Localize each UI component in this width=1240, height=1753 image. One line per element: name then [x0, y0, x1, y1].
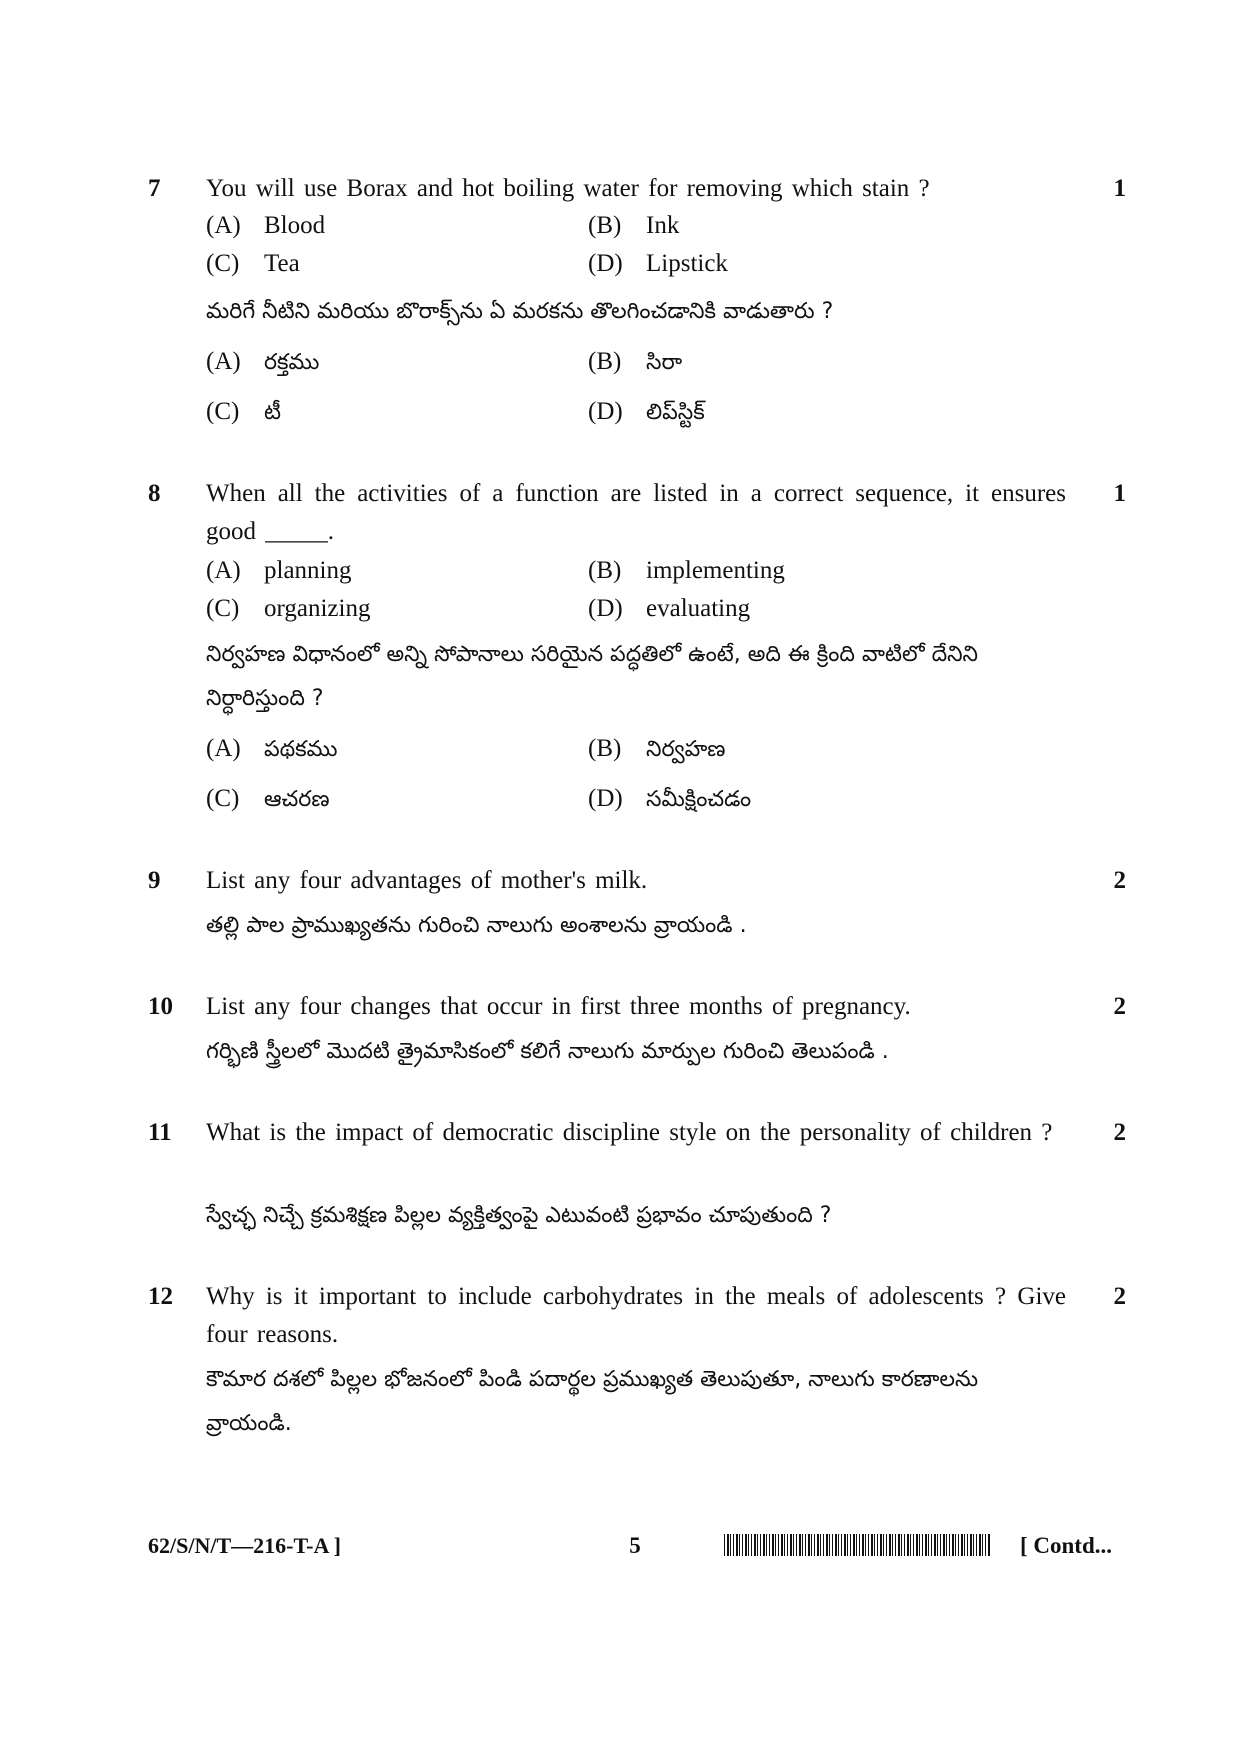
- option-label: (D): [588, 250, 623, 277]
- option-label: (B): [588, 735, 622, 762]
- option-d: [588, 245, 728, 283]
- question-text-telugu: నిర్వహణ విధానంలో అన్ని సోపానాలు సరియైన పద్ధతిలో ఉంటే, అది ఈ క్రింది వాటిలో దేనిని నిర్ధారిస్తుంది ?: [206, 642, 978, 711]
- option-text: నిర్వహణ: [646, 737, 726, 762]
- option-text: Lipstick: [646, 250, 728, 277]
- option-c: [206, 590, 370, 628]
- option-text: ఆచరణ: [264, 787, 330, 812]
- telugu-option-d: [588, 780, 751, 819]
- question-marks: 2: [1113, 867, 1126, 894]
- option-c: [206, 245, 300, 283]
- option-a: [206, 207, 325, 245]
- question-number: 8: [148, 480, 161, 507]
- page-footer: [0, 1526, 1240, 1566]
- question-text: You will use Borax and hot boiling water for removing which stain ?: [206, 175, 930, 202]
- question-marks: 2: [1113, 1119, 1126, 1146]
- option-a: [206, 552, 352, 590]
- option-label: (D): [588, 595, 623, 622]
- question-number: 9: [148, 867, 161, 894]
- option-text: సమీక్షించడం: [646, 787, 752, 812]
- option-text: organizing: [264, 595, 371, 622]
- question-number: 11: [148, 1119, 172, 1146]
- question-text: List any four changes that occur in first three months of pregnancy.: [206, 993, 911, 1020]
- option-text: రక్తము: [264, 350, 320, 375]
- telugu-option-a: [206, 730, 338, 769]
- question-marks: 1: [1113, 175, 1126, 202]
- barcode: [724, 1534, 990, 1556]
- telugu-option-d: [588, 393, 705, 432]
- option-label: (A): [206, 557, 241, 584]
- option-label: (B): [588, 212, 622, 239]
- option-b: [588, 207, 679, 245]
- question-number: 10: [148, 993, 173, 1020]
- option-text: Blood: [264, 212, 326, 239]
- question-text: List any four advantages of mother's milk.: [206, 867, 648, 894]
- option-label: (D): [588, 785, 623, 812]
- question-text: When all the activities of a function are listed in a correct sequence, it ensures good _____.: [206, 480, 1066, 545]
- option-label: (C): [206, 785, 240, 812]
- page-number: 5: [629, 1533, 641, 1558]
- question-marks: 2: [1113, 1283, 1126, 1310]
- telugu-option-b: [588, 730, 725, 769]
- question-text: What is the impact of democratic discipline style on the personality of children ?: [206, 1119, 1053, 1146]
- option-label: (D): [588, 398, 623, 425]
- option-label: (C): [206, 398, 240, 425]
- option-text: పథకము: [264, 737, 338, 762]
- option-b: [588, 552, 785, 590]
- question-marks: 1: [1113, 480, 1126, 507]
- telugu-option-a: [206, 343, 319, 382]
- option-label: (A): [206, 735, 241, 762]
- option-label: (C): [206, 595, 240, 622]
- option-label: (B): [588, 557, 622, 584]
- option-text: evaluating: [646, 595, 751, 622]
- option-text: Ink: [646, 212, 680, 239]
- paper-code: 62/S/N/T—216-T-A ]: [148, 1533, 341, 1558]
- question-text: Why is it important to include carbohydrates in the meals of adolescents ? Give four reasons.: [206, 1283, 1066, 1348]
- option-label: (A): [206, 348, 241, 375]
- question-text-telugu: మరిగే నీటిని మరియు బొరాక్స్‌ను ఏ మరకను తొలగించడానికి వాడుతారు ?: [206, 299, 834, 324]
- option-text: టీ: [264, 400, 281, 425]
- telugu-option-c: [206, 780, 330, 819]
- question-text-telugu: స్వేచ్ఛ నిచ్చే క్రమశిక్షణ పిల్లల వ్యక్తిత్వంపై ఎటువంటి ప్రభావం చూపుతుంది ?: [206, 1203, 832, 1228]
- question-text-telugu: తల్లి పాల ప్రాముఖ్యతను గురించి నాలుగు అంశాలను వ్రాయండి .: [206, 913, 747, 938]
- option-label: (B): [588, 348, 622, 375]
- question-text-telugu: కౌమార దశలో పిల్లల భోజనంలో పిండి పదార్థల ప్రముఖ్యత తెలుపుతూ, నాలుగు కారణాలను వ్రాయండి.: [206, 1367, 979, 1436]
- question-text-telugu: గర్భిణి స్త్రీలలో మొదటి త్రైమాసికంలో కలిగే నాలుగు మార్పుల గురించి తెలుపండి .: [206, 1039, 889, 1064]
- question-marks: 2: [1113, 993, 1126, 1020]
- telugu-option-c: [206, 393, 281, 432]
- telugu-option-b: [588, 343, 682, 382]
- option-text: సిరా: [646, 350, 683, 375]
- continued-label: [ Contd...: [1020, 1533, 1113, 1558]
- question-number: 12: [148, 1283, 173, 1310]
- option-text: planning: [264, 557, 352, 584]
- option-label: (A): [206, 212, 241, 239]
- question-number: 7: [148, 175, 161, 202]
- option-text: లిప్‌స్టిక్: [646, 400, 705, 425]
- option-d: [588, 590, 750, 628]
- option-label: (C): [206, 250, 240, 277]
- option-text: Tea: [264, 250, 300, 277]
- option-text: implementing: [646, 557, 785, 584]
